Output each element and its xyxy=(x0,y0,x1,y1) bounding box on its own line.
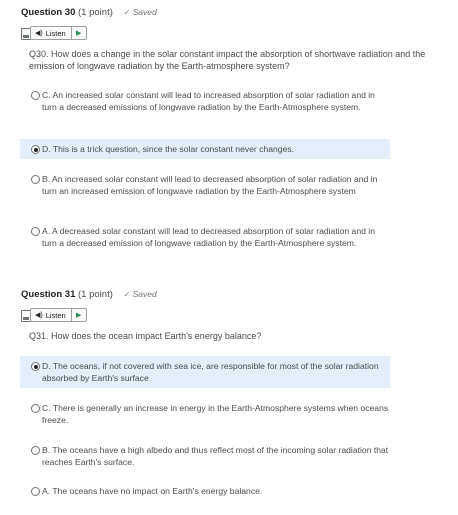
check-icon: ✓ xyxy=(123,7,131,17)
option-b[interactable] xyxy=(20,442,390,470)
speaker-icon: ◀) xyxy=(35,30,43,37)
question-31 xyxy=(21,287,437,342)
speaker-icon: ◀) xyxy=(35,312,43,319)
saved-status xyxy=(124,289,157,299)
radio-button[interactable] xyxy=(31,487,40,496)
option-d[interactable] xyxy=(20,139,390,159)
radio-button[interactable] xyxy=(31,91,40,100)
option-text: A. A decreased solar constant will lead to decreased absorption of solar radiation and in turn a decreased emission of longwave radiation by the Earth-Atmosphere system. xyxy=(42,226,375,248)
play-icon[interactable]: ▶ xyxy=(71,309,86,321)
play-icon[interactable]: ▶ xyxy=(71,27,86,39)
listen-label: Listen xyxy=(45,28,66,38)
saved-status xyxy=(124,7,157,17)
radio-button[interactable] xyxy=(31,227,40,236)
question-header xyxy=(21,287,437,302)
option-a[interactable] xyxy=(20,483,390,499)
radio-button-selected[interactable] xyxy=(31,145,40,154)
saved-label: Saved xyxy=(132,7,157,17)
listen-button[interactable] xyxy=(30,26,87,40)
question-text: Q31. How does the ocean impact Earth's energy balance? xyxy=(29,331,262,341)
listen-row xyxy=(21,26,437,40)
option-text: C. There is generally an increase in energy in the Earth-Atmosphere systems when oceans freeze. xyxy=(42,403,389,425)
saved-label: Saved xyxy=(132,289,157,299)
question-text: Q30. How does a change in the solar constant impact the absorption of shortwave radiation and the emission of longwave radiation by the Earth-atmosphere system? xyxy=(29,49,426,71)
option-text: D. The oceans, if not covered with sea ice, are responsible for most of the solar radiation absorbed by Earth's surface xyxy=(42,361,379,383)
option-text: A. The oceans have no impact on Earth's energy balance. xyxy=(42,486,263,496)
question-points: (1 point) xyxy=(78,289,113,300)
question-points: (1 point) xyxy=(78,7,113,18)
question-30 xyxy=(21,5,437,72)
question-title: Question 30 xyxy=(21,7,76,18)
radio-button[interactable] xyxy=(31,404,40,413)
option-text: C. An increased solar constant will lead to increased absorption of solar radiation and in turn a decreased emissions of longwave radiation by the Earth-Atmosphere system. xyxy=(42,90,375,112)
option-c[interactable] xyxy=(20,87,390,115)
option-d[interactable] xyxy=(20,356,390,388)
option-text: B. An increased solar constant will lead to decreased absorption of solar radiation and in turn an increased emission of longwave radiation by the Earth-Atmosphere system xyxy=(42,174,378,196)
check-icon: ✓ xyxy=(123,289,131,299)
radio-button[interactable] xyxy=(31,446,40,455)
question-title: Question 31 xyxy=(21,289,76,300)
option-c[interactable] xyxy=(20,400,390,428)
listen-button[interactable] xyxy=(30,308,87,322)
radio-button[interactable] xyxy=(31,175,40,184)
radio-button-selected[interactable] xyxy=(31,362,40,371)
question-header xyxy=(21,5,437,20)
option-text: B. The oceans have a high albedo and thus reflect most of the incoming solar radiation that reaches Earth's surface. xyxy=(42,445,389,467)
option-a[interactable] xyxy=(20,223,390,251)
listen-row xyxy=(21,308,437,322)
listen-label: Listen xyxy=(45,310,66,320)
option-b[interactable] xyxy=(20,171,390,199)
option-text: D. This is a trick question, since the solar constant never changes. xyxy=(42,144,295,154)
